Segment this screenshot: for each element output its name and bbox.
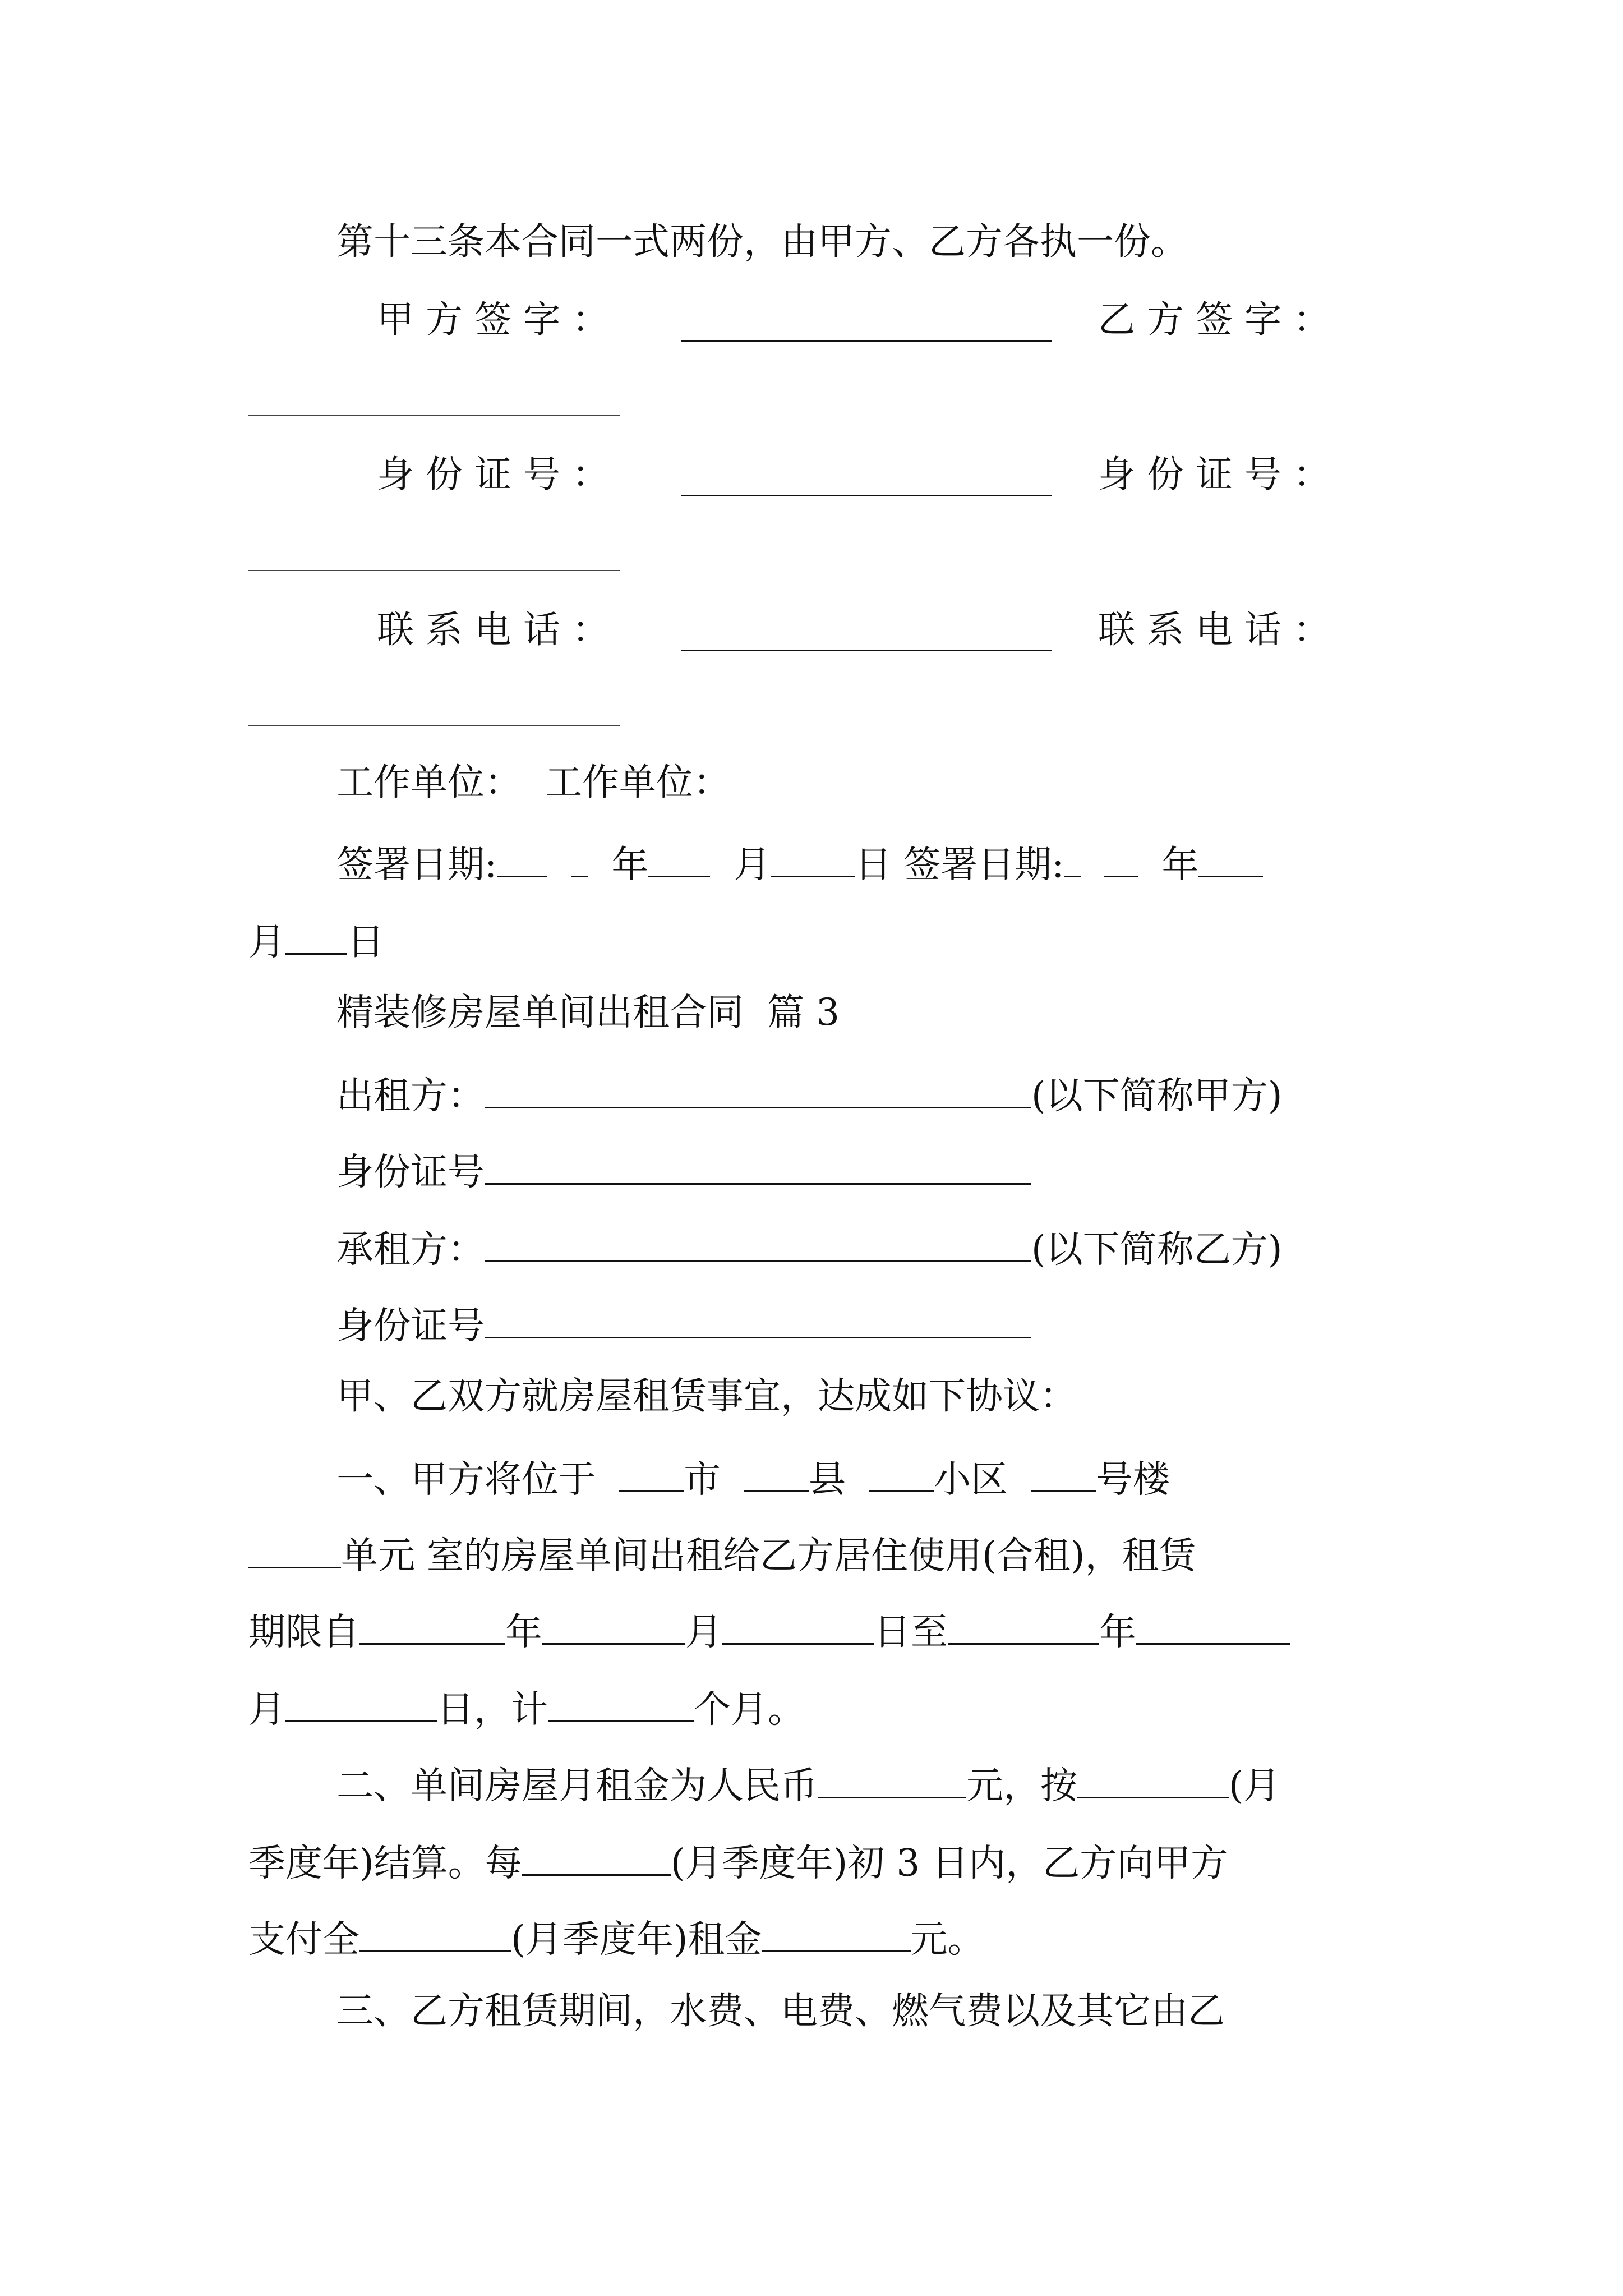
day-total-label: 日，计 xyxy=(437,1687,548,1731)
blank[interactable] xyxy=(1198,840,1263,877)
party-a-sign-line[interactable] xyxy=(681,340,1052,342)
blank[interactable] xyxy=(648,840,710,877)
art1-prefix: 一、甲方将位于 xyxy=(336,1457,596,1501)
party-b-id-label: 身 份 证 号 ： xyxy=(1098,453,1330,496)
county-label: 县 xyxy=(808,1457,846,1501)
month-label: 月 xyxy=(248,1687,285,1731)
unit-blank[interactable] xyxy=(248,1531,341,1568)
art1-line3 xyxy=(248,1608,1290,1654)
id-label: 身份证号 xyxy=(336,1150,485,1194)
lessee-suffix: (以下简称乙方) xyxy=(1031,1227,1283,1271)
blank[interactable] xyxy=(1136,1608,1290,1645)
date-label-b: 签署日期: xyxy=(903,843,1064,886)
building-label: 号楼 xyxy=(1095,1457,1170,1501)
community-label: 小区 xyxy=(933,1457,1008,1501)
party-a-sign-label: 甲 方 签 字 ： xyxy=(377,298,609,341)
lessor-line xyxy=(336,1071,1283,1115)
art3-line1: 三、乙方租赁期间，水费、电费、燃气费以及其它由乙 xyxy=(336,1989,1225,2032)
party-b-phone-line[interactable] xyxy=(248,725,620,726)
blank[interactable] xyxy=(948,1608,1099,1645)
art2-line3a: 支付全 xyxy=(248,1917,359,1961)
year-label: 年 xyxy=(505,1610,542,1654)
blank[interactable] xyxy=(522,1839,671,1876)
rent-blank[interactable] xyxy=(818,1761,966,1798)
blank[interactable] xyxy=(497,840,547,877)
period-open: (月 xyxy=(1229,1764,1280,1807)
blank[interactable] xyxy=(359,1608,505,1645)
work-unit: 工作单位： 工作单位： xyxy=(336,761,730,804)
blank[interactable] xyxy=(762,1915,911,1952)
lessee-id-line xyxy=(336,1301,1031,1345)
blank[interactable] xyxy=(359,1915,511,1952)
city-blank[interactable] xyxy=(619,1455,684,1492)
day-label: 日 xyxy=(347,920,384,964)
id-label: 身份证号 xyxy=(336,1304,485,1347)
blank[interactable] xyxy=(571,840,588,877)
art2-line3b: (月季度年)租金 xyxy=(511,1917,762,1961)
lessor-suffix: (以下简称甲方) xyxy=(1031,1074,1283,1117)
month-label: 月 xyxy=(248,920,285,964)
county-blank[interactable] xyxy=(744,1455,809,1492)
lessee-blank[interactable] xyxy=(485,1225,1031,1262)
lessee-line xyxy=(336,1225,1283,1271)
building-blank[interactable] xyxy=(1031,1455,1096,1492)
party-a-id-label: 身 份 证 号 ： xyxy=(377,453,609,496)
blank[interactable] xyxy=(285,1685,437,1722)
lessor-blank[interactable] xyxy=(485,1071,1031,1108)
year-label: 年 xyxy=(1099,1610,1136,1654)
art2-line1 xyxy=(336,1761,1280,1805)
party-b-phone-label: 联 系 电 话 ： xyxy=(1098,608,1330,651)
sign-date-cont xyxy=(248,918,384,964)
period-blank[interactable] xyxy=(1077,1761,1229,1798)
date-label-a: 签署日期: xyxy=(336,843,497,886)
party-b-id-line[interactable] xyxy=(248,570,620,571)
blank[interactable] xyxy=(285,918,347,955)
sign-date-line xyxy=(336,840,1263,884)
year-label: 年 xyxy=(1161,843,1199,886)
lessee-label: 承租方： xyxy=(336,1227,485,1271)
art1-text2: 室的房屋单间出租给乙方居住使用(合租)，租赁 xyxy=(415,1534,1196,1577)
art2-line2 xyxy=(248,1839,1228,1885)
art1-line2 xyxy=(248,1531,1196,1575)
term-prefix: 期限自 xyxy=(248,1610,359,1654)
party-a-id-line[interactable] xyxy=(681,495,1052,496)
art2-line2b: (月季度年)初 3 日内，乙方向甲方 xyxy=(670,1841,1228,1885)
blank[interactable] xyxy=(548,1685,694,1722)
party-b-sign-line[interactable] xyxy=(248,415,620,416)
lessee-id-blank[interactable] xyxy=(485,1301,1031,1338)
lessor-id-line xyxy=(336,1148,1031,1194)
art1-line4 xyxy=(248,1685,805,1731)
party-b-sign-label: 乙 方 签 字 ： xyxy=(1098,298,1330,341)
day-to-label: 日至 xyxy=(874,1610,948,1654)
blank[interactable] xyxy=(722,1608,874,1645)
community-blank[interactable] xyxy=(869,1455,934,1492)
day-label: 日 xyxy=(855,843,892,886)
contract-heading: 精装修房屋单间出租合同 篇 3 xyxy=(336,991,840,1034)
year-label: 年 xyxy=(611,843,649,886)
art1-line1 xyxy=(336,1455,1170,1501)
lessor-label: 出租方： xyxy=(336,1074,485,1117)
art2-line3c: 元。 xyxy=(910,1917,985,1961)
unit-label: 单元 xyxy=(341,1534,415,1577)
clause-13: 第十三条本合同一式两份，由甲方、乙方各执一份。 xyxy=(336,220,1188,263)
art2-line3 xyxy=(248,1915,985,1961)
blank[interactable] xyxy=(1104,840,1138,877)
yuan-pay: 元，按 xyxy=(966,1764,1077,1807)
lessor-id-blank[interactable] xyxy=(485,1148,1031,1185)
blank[interactable] xyxy=(771,840,855,877)
months-end: 个月。 xyxy=(694,1687,805,1731)
month-label: 月 xyxy=(734,843,771,886)
art2-prefix: 二、单间房屋月租金为人民币 xyxy=(336,1764,818,1807)
blank[interactable] xyxy=(1064,840,1081,877)
blank[interactable] xyxy=(542,1608,685,1645)
agreement-intro: 甲、乙双方就房屋租赁事宜，达成如下协议： xyxy=(336,1374,1077,1418)
party-a-phone-label: 联 系 电 话 ： xyxy=(377,608,609,651)
art2-line2a: 季度年)结算。每 xyxy=(248,1841,522,1885)
party-a-phone-line[interactable] xyxy=(681,650,1052,651)
city-label: 市 xyxy=(683,1457,721,1501)
month-label: 月 xyxy=(685,1610,722,1654)
